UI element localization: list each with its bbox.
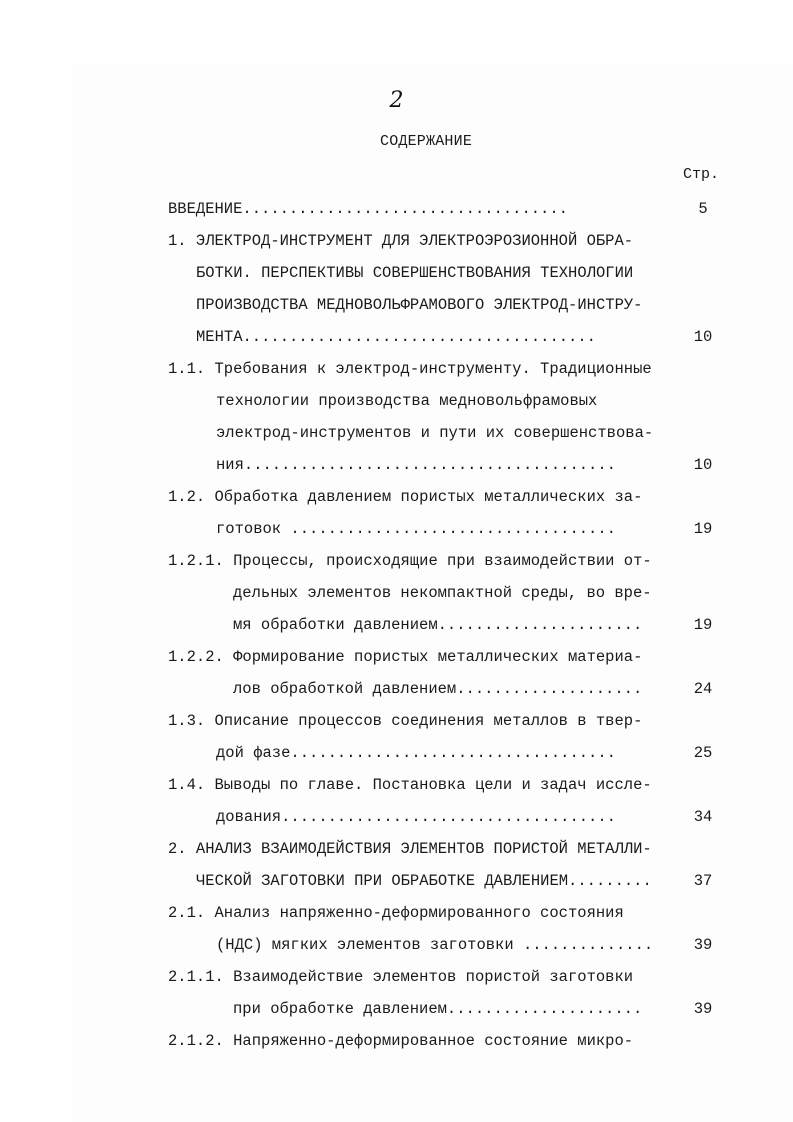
toc-line: 2. АНАЛИЗ ВЗАИМОДЕЙСТВИЯ ЭЛЕМЕНТОВ ПОРИСТОЙ МЕТАЛЛИ-: [168, 840, 652, 858]
page-number: 2: [389, 88, 404, 113]
toc-line: 1.2. Обработка давлением пористых металлических за-: [168, 488, 643, 506]
toc-page: 24: [693, 680, 713, 698]
toc-line: дой фазе...................................: [216, 744, 616, 762]
toc-line: готовок ...................................: [216, 520, 616, 538]
toc-page: 37: [693, 872, 713, 890]
toc-line: 2.1.2. Напряженно-деформированное состояние микро-: [168, 1032, 634, 1050]
toc-line: дельных элементов некомпактной среды, во вре-: [233, 584, 652, 602]
toc-page: 10: [693, 328, 713, 346]
toc-line: 1.1. Требования к электрод-инструменту. Традиционные: [168, 360, 652, 378]
toc-entry-intro: ВВЕДЕНИЕ...................................: [168, 200, 568, 218]
toc-line: ния........................................: [216, 456, 616, 474]
toc-page: 19: [693, 616, 713, 634]
toc-line: ЧЕСКОЙ ЗАГОТОВКИ ПРИ ОБРАБОТКЕ ДАВЛЕНИЕМ.........: [196, 872, 652, 890]
toc-line: технологии производства медновольфрамовых: [216, 392, 598, 410]
toc-line: электрод-инструментов и пути их совершенствова-: [216, 424, 654, 442]
toc-line: дования....................................: [216, 808, 616, 826]
toc-line: 2.1.1. Взаимодействие элементов пористой заготовки: [168, 968, 634, 986]
page-column-label: Стр.: [683, 166, 720, 183]
toc-page: 39: [693, 1000, 713, 1018]
toc-line: 1. ЭЛЕКТРОД-ИНСТРУМЕНТ ДЛЯ ЭЛЕКТРОЭРОЗИОННОЙ ОБРА-: [168, 232, 634, 250]
toc-page: 10: [693, 456, 713, 474]
toc-page: 39: [693, 936, 713, 954]
toc-line: БОТКИ. ПЕРСПЕКТИВЫ СОВЕРШЕНСТВОВАНИЯ ТЕХНОЛОГИИ: [196, 264, 634, 282]
toc-page: 19: [693, 520, 713, 538]
toc-line: 1.2.1. Процессы, происходящие при взаимодействии от-: [168, 552, 652, 570]
toc-line: ПРОИЗВОДСТВА МЕДНОВОЛЬФРАМОВОГО ЭЛЕКТРОД-ИНСТРУ-: [196, 296, 643, 314]
toc-line: 2.1. Анализ напряженно-деформированного состояния: [168, 904, 624, 922]
toc-line: при обработке давлением.....................: [233, 1000, 643, 1018]
toc-line: 1.4. Выводы по главе. Постановка цели и задач иссле-: [168, 776, 652, 794]
toc-page-intro: 5: [698, 200, 708, 218]
toc-line: (НДС) мягких элементов заготовки ..............: [216, 936, 654, 954]
toc-line: лов обработкой давлением....................: [233, 680, 643, 698]
toc-line: МЕНТА......................................: [196, 328, 596, 346]
toc-heading: СОДЕРЖАНИЕ: [380, 133, 473, 150]
toc-line: 1.3. Описание процессов соединения металлов в твер-: [168, 712, 643, 730]
toc-line: мя обработки давлением......................: [233, 616, 643, 634]
toc-line: 1.2.2. Формирование пористых металлических материа-: [168, 648, 643, 666]
toc-page: 34: [693, 808, 713, 826]
toc-page: 25: [693, 744, 713, 762]
